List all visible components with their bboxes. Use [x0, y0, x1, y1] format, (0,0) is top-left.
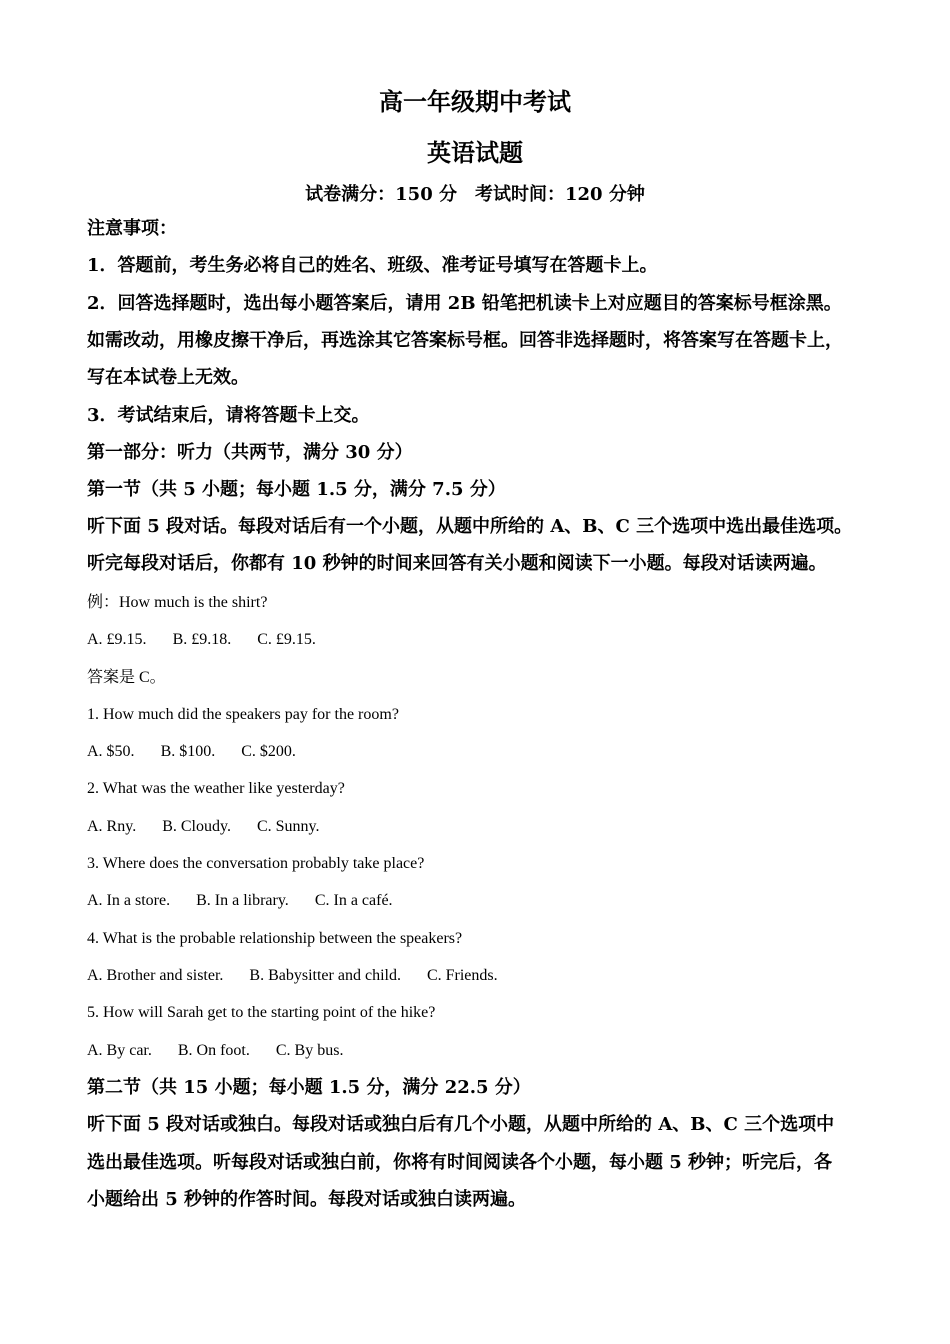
example-options [87, 629, 887, 651]
example-question: 例：How much is the shirt? [87, 594, 268, 611]
example-option-a: A. £9.15. [87, 631, 147, 648]
question-3-option-a: A. In a store. [87, 892, 171, 909]
example-answer: 答案是 C。 [87, 669, 166, 686]
notice-item-2-line-2: 如需改动，用橡皮擦干净后，再选涂其它答案标号框。回答非选择题时，将答案写在答题卡上， [87, 330, 843, 351]
section1-instructions-line-2: 听完每段对话后，你都有 10 秒钟的时间来回答有关小题和阅读下一小题。每段对话读两遍。 [87, 553, 827, 574]
part1-heading: 第一部分：听力（共两节，满分 30 分） [87, 442, 413, 463]
exam-subject: 英语试题 [427, 138, 523, 167]
question-1-option-b: B. $100. [160, 743, 216, 760]
question-4-option-c: C. Friends. [426, 967, 498, 984]
question-5: 5. How will Sarah get to the starting point of the hike? [87, 1004, 436, 1021]
question-5-options [87, 1040, 887, 1062]
section2-instructions-line-2: 选出最佳选项。听每段对话或独白前，你将有时间阅读各个小题，每小题 5 秒钟；听完后，各 [87, 1152, 833, 1173]
question-3-option-c: C. In a café. [314, 892, 393, 909]
example-option-b: B. £9.18. [172, 631, 232, 648]
question-4-options [87, 965, 887, 987]
example-option-c: C. £9.15. [257, 631, 316, 648]
question-4: 4. What is the probable relationship between the speakers? [87, 930, 463, 947]
exam-meta: 试卷满分：150 分 考试时间：120 分钟 [305, 184, 645, 205]
question-1-options [87, 741, 887, 763]
notice-item-2-line-3: 写在本试卷上无效。 [87, 367, 249, 388]
exam-title: 高一年级期中考试 [379, 87, 571, 116]
notice-item-2-line-1: 2．回答选择题时，选出每小题答案后，请用 2B 铅笔把机读卡上对应题目的答案标号框涂黑。 [87, 293, 842, 314]
section1-heading: 第一节（共 5 小题；每小题 1.5 分，满分 7.5 分） [87, 479, 506, 500]
question-3-option-b: B. In a library. [196, 892, 289, 909]
question-4-option-b: B. Babysitter and child. [249, 967, 401, 984]
question-5-option-c: C. By bus. [275, 1042, 344, 1059]
notice-item-1: 1．答题前，考生务必将自己的姓名、班级、准考证号填写在答题卡上。 [87, 255, 658, 276]
question-3-options [87, 890, 887, 912]
question-5-option-a: A. By car. [87, 1042, 152, 1059]
question-1: 1. How much did the speakers pay for the room? [87, 706, 399, 723]
question-2-options [87, 816, 887, 838]
question-2-option-a: A. Rny. [87, 818, 137, 835]
question-5-option-b: B. On foot. [177, 1042, 250, 1059]
question-1-option-a: A. $50. [87, 743, 135, 760]
question-3: 3. Where does the conversation probably take place? [87, 855, 425, 872]
notice-item-3: 3．考试结束后，请将答题卡上交。 [87, 405, 370, 426]
section1-instructions-line-1: 听下面 5 段对话。每段对话后有一个小题，从题中所给的 A、B、C 三个选项中选出最佳选项。 [87, 516, 853, 537]
question-2-option-c: C. Sunny. [256, 818, 320, 835]
section2-instructions-line-1: 听下面 5 段对话或独白。每段对话或独白后有几个小题，从题中所给的 A、B、C 三个选项中 [87, 1114, 835, 1135]
notice-heading: 注意事项： [87, 218, 177, 239]
question-2: 2. What was the weather like yesterday? [87, 780, 345, 797]
question-4-option-a: A. Brother and sister. [87, 967, 224, 984]
section2-instructions-line-3: 小题给出 5 秒钟的作答时间。每段对话或独白读两遍。 [87, 1189, 527, 1210]
section2-heading: 第二节（共 15 小题；每小题 1.5 分，满分 22.5 分） [87, 1077, 531, 1098]
question-2-option-b: B. Cloudy. [162, 818, 231, 835]
question-1-option-c: C. $200. [241, 743, 296, 760]
